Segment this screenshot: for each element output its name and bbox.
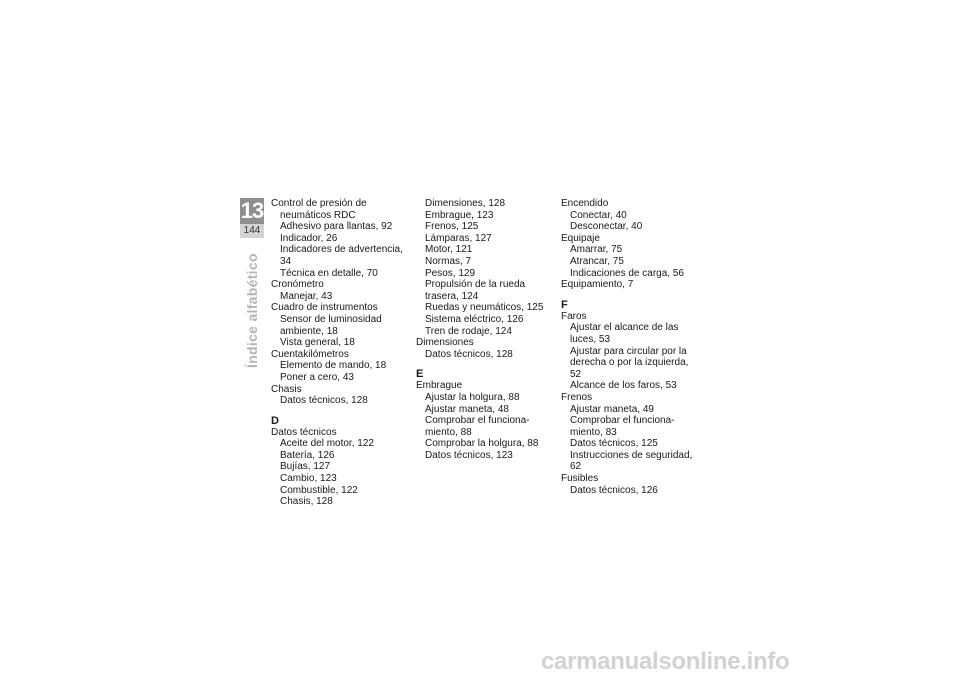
index-subentry: Dimensiones, 128 xyxy=(425,198,506,209)
index-entry: Faros xyxy=(561,310,587,322)
index-subentry: ambiente, 18 xyxy=(280,325,338,337)
index-subentry: Alcance de los faros, 53 xyxy=(570,380,677,392)
index-subentry: Lámparas, 127 xyxy=(425,232,492,244)
index-subentry: Indicador, 26 xyxy=(280,232,338,244)
index-entry: Cuentakilómetros xyxy=(271,348,349,360)
index-subentry: Datos técnicos, 128 xyxy=(425,348,513,360)
index-subentry: Comprobar la holgura, 88 xyxy=(425,438,539,450)
index-subentry: Ajustar la holgura, 88 xyxy=(425,391,520,403)
chapter-number: 13 xyxy=(240,198,264,223)
index-subentry: Pesos, 129 xyxy=(425,267,476,279)
index-subentry: Atrancar, 75 xyxy=(570,255,624,267)
index-column-3 xyxy=(561,198,701,496)
index-subentry: Ajustar maneta, 48 xyxy=(425,403,509,415)
index-entry: Frenos xyxy=(561,391,593,403)
index-subentry: Bujías, 127 xyxy=(280,461,331,473)
index-subentry: Comprobar el funciona- xyxy=(570,415,675,427)
index-subentry: Datos técnicos, 125 xyxy=(570,438,658,450)
index-column-2 xyxy=(416,198,556,461)
index-subentry: Adhesivo para llantas, 92 xyxy=(280,221,393,233)
index-subentry: Propulsión de la rueda xyxy=(425,279,526,291)
index-subentry: Instrucciones de seguridad, 62 xyxy=(570,449,693,473)
index-subentry: trasera, 124 xyxy=(425,290,479,302)
index-entry: Encendido xyxy=(561,198,609,209)
index-subentry: neumáticos RDC xyxy=(280,209,356,221)
index-subentry: Desconectar, 40 xyxy=(570,221,643,233)
watermark: carmanualsonline.info xyxy=(541,648,790,675)
index-entry: Fusibles xyxy=(561,473,599,485)
index-letter-heading: F xyxy=(561,298,568,311)
index-subentry: Comprobar el funciona- xyxy=(425,415,530,427)
chapter-tab xyxy=(240,198,264,238)
index-subentry: Batería, 126 xyxy=(280,449,335,461)
index-letter-heading: E xyxy=(416,368,424,381)
index-entry: Equipaje xyxy=(561,232,600,244)
index-subentry: Poner a cero, 43 xyxy=(280,371,354,383)
index-entry: Dimensiones xyxy=(416,337,474,349)
index-subentry: Elemento de mando, 18 xyxy=(280,360,387,372)
index-entry: Embrague xyxy=(416,380,463,392)
index-subentry: Cambio, 123 xyxy=(280,473,337,485)
index-subentry: Indicaciones de carga, 56 xyxy=(570,267,684,279)
index-subentry: miento, 83 xyxy=(570,426,617,438)
index-subentry: Chasis, 128 xyxy=(280,496,333,508)
index-subentry: Ajustar para circular por la xyxy=(570,345,687,357)
index-subentry: derecha o por la izquierda, 52 xyxy=(570,357,689,380)
index-letter-heading: D xyxy=(271,414,279,427)
index-subentry: Datos técnicos, 128 xyxy=(280,395,368,407)
index-subentry: miento, 88 xyxy=(425,426,472,438)
index-subentry: Datos técnicos, 126 xyxy=(570,484,658,496)
index-subentry: Combustible, 122 xyxy=(280,484,358,496)
index-subentry: Amarrar, 75 xyxy=(570,244,623,256)
index-subentry: Frenos, 125 xyxy=(425,221,479,233)
index-subentry: Normas, 7 xyxy=(425,255,472,267)
index-subentry: Manejar, 43 xyxy=(280,290,333,302)
index-entry: Cuadro de instrumentos xyxy=(271,302,378,314)
index-subentry: Datos técnicos, 123 xyxy=(425,449,513,461)
index-subentry: Ruedas y neumáticos, 125 xyxy=(425,302,544,314)
index-subentry: Aceite del motor, 122 xyxy=(280,438,374,450)
index-column-1 xyxy=(271,198,411,508)
index-subentry: Indicadores de advertencia, 34 xyxy=(280,244,403,267)
index-subentry: Tren de rodaje, 124 xyxy=(425,325,512,337)
index-entry: Chasis xyxy=(271,383,302,395)
index-entry: Control de presión de xyxy=(271,198,367,209)
index-subentry: Ajustar el alcance de las xyxy=(570,322,679,334)
index-subentry: Sistema eléctrico, 126 xyxy=(425,313,524,325)
section-side-title: Índice alfabético xyxy=(244,253,260,368)
index-entry: Equipamiento, 7 xyxy=(561,279,634,291)
index-subentry: Motor, 121 xyxy=(425,244,473,256)
index-entry: Cronómetro xyxy=(271,279,324,291)
index-subentry: luces, 53 xyxy=(570,333,611,345)
index-entry: Datos técnicos xyxy=(271,426,337,438)
index-subentry: Embrague, 123 xyxy=(425,209,494,221)
index-subentry: Ajustar maneta, 49 xyxy=(570,403,654,415)
page-number: 144 xyxy=(240,224,264,238)
index-subentry: Vista general, 18 xyxy=(280,337,355,349)
index-subentry: Sensor de luminosidad xyxy=(280,313,382,325)
index-subentry: Técnica en detalle, 70 xyxy=(280,267,378,279)
index-subentry: Conectar, 40 xyxy=(570,209,627,221)
